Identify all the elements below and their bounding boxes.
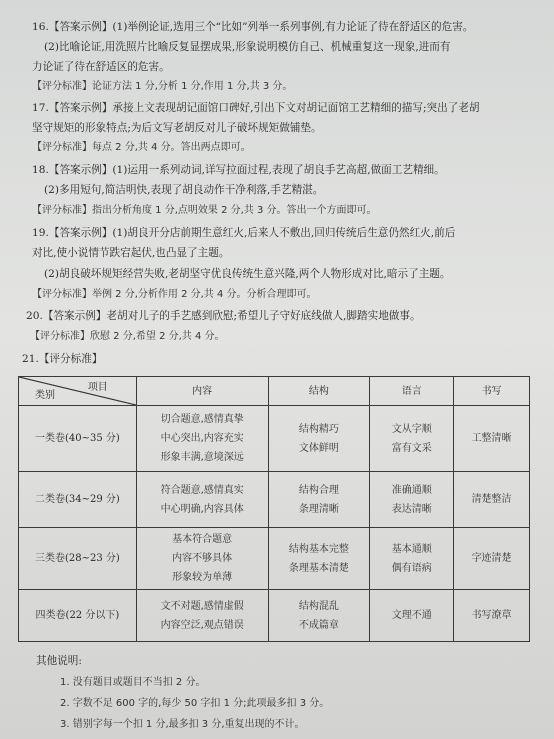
header-category-label: 类别 <box>35 390 55 401</box>
writing-cell <box>454 528 530 590</box>
q18-scoring: 【评分标准】指出分析角度 1 分,点明效果 2 分,共 3 分。答出一个方面即可。 <box>32 205 377 216</box>
cell-text: 条理清晰 <box>298 503 339 515</box>
q17-scoring: 【评分标准】每点 2 分,共 4 分。答出两点即可。 <box>32 142 251 153</box>
structure-cell <box>268 590 370 642</box>
q19-answer-part2: (2)胡良破坏规矩经营失败,老胡坚守优良传统生意兴隆,两个人物形成对比,暗示了主题。 <box>44 268 451 280</box>
table-header-row <box>19 377 530 406</box>
cell-text: 符合题意,感情真实 <box>160 484 244 496</box>
cell-text: 文不对题,感情虚假 <box>160 600 244 612</box>
cell-text: 偶有语病 <box>391 562 432 574</box>
q21-heading: 21.【评分标准】 <box>22 353 103 365</box>
category-cell: 二类卷(34~29 分) <box>19 472 137 528</box>
structure-cell <box>268 472 370 528</box>
q18-answer-part2: (2)多用短句,简洁明快,表现了胡良动作干净利落,手艺精湛。 <box>44 184 324 196</box>
note-item: 1. 没有题目或题目不当扣 2 分。 <box>60 677 206 688</box>
content-cell <box>136 472 268 528</box>
language-cell <box>370 528 454 590</box>
language-cell <box>370 590 454 642</box>
cell-text: 内容不够具体 <box>172 553 233 564</box>
cell-text: 表达清晰 <box>391 503 432 515</box>
q20-scoring: 【评分标准】欣慰 2 分,希望 2 分,共 4 分。 <box>30 331 225 342</box>
note-item: 2. 字数不足 600 字的,每少 50 字扣 1 分;此项最多扣 3 分。 <box>60 698 330 709</box>
q16-answer-part2: (2)比喻论证,用洗照片比喻反复显摆成果,形象说明模仿自己、机械重复这一现象,进而有 <box>44 41 451 53</box>
other-notes-title: 其他说明: <box>36 655 82 667</box>
q19-answer-cont: 对比,使小说情节跌宕起伏,也凸显了主题。 <box>32 247 230 259</box>
content-cell <box>136 528 268 590</box>
cell-text: 基本符合题意 <box>172 534 233 545</box>
cell-text: 书写潦草 <box>471 610 512 621</box>
grading-table <box>18 376 530 642</box>
q17-answer-cont: 坚守规矩的形象特点;为后文写老胡反对儿子破坏规矩做铺垫。 <box>32 122 322 134</box>
cell-text: 基本通顺 <box>391 543 432 555</box>
cell-text: 工整清晰 <box>471 433 512 444</box>
q20-answer: 20.【答案示例】老胡对儿子的手艺感到欣慰;希望儿子守好底线做人,脚踏实地做事。 <box>26 310 421 322</box>
cell-text: 结构混乱 <box>298 600 339 612</box>
cell-text: 条理基本清楚 <box>288 562 349 574</box>
cell-text: 字迹清楚 <box>471 553 512 564</box>
cell-text: 准确通顺 <box>391 484 432 496</box>
category-cell: 三类卷(28~23 分) <box>19 528 137 590</box>
column-header-writing: 书写 <box>454 377 530 406</box>
writing-cell <box>454 472 530 528</box>
q19-answer: 19.【答案示例】(1)胡良开分店前期生意红火,后来人不敷出,回归传统后生意仍然红火,前后 <box>32 227 456 239</box>
cell-text: 结构合理 <box>298 484 339 496</box>
cell-text: 形象较为单薄 <box>172 572 233 583</box>
column-header-content: 内容 <box>136 377 268 406</box>
table-row <box>19 590 530 642</box>
diagonal-header <box>19 377 136 405</box>
q17-answer: 17.【答案示例】承接上文表现胡记面馆口碑好,引出下文对胡记面馆工艺精细的描写;突出了老胡 <box>32 102 480 114</box>
table-row <box>19 472 530 528</box>
table-row <box>19 528 530 590</box>
column-header-structure: 结构 <box>268 377 370 406</box>
q16-scoring: 【评分标准】论证方法 1 分,分析 1 分,作用 1 分,共 3 分。 <box>32 81 293 92</box>
structure-cell <box>268 528 370 590</box>
cell-text: 文从字顺 <box>391 423 432 435</box>
note-item: 3. 错别字每一个扣 1 分,最多扣 3 分,重复出现的不计。 <box>60 719 305 730</box>
column-header-language: 语言 <box>370 377 454 406</box>
content-cell <box>136 590 268 642</box>
cell-text: 结构精巧 <box>298 423 339 435</box>
cell-text: 富有文采 <box>391 442 432 454</box>
language-cell <box>370 472 454 528</box>
header-item-label: 项目 <box>87 382 108 393</box>
q16-answer-part2-cont: 力论证了待在舒适区的危害。 <box>32 61 170 73</box>
category-cell: 四类卷(22 分以下) <box>19 590 137 642</box>
cell-text: 中心明确,内容具体 <box>160 503 244 515</box>
q19-scoring: 【评分标准】举例 2 分,分析作用 2 分,共 4 分。分析合理即可。 <box>32 289 317 300</box>
cell-text: 内容空泛,观点错误 <box>160 619 244 631</box>
writing-cell <box>454 590 530 642</box>
cell-text: 中心突出,内容充实 <box>160 433 244 444</box>
cell-text: 结构基本完整 <box>288 543 349 555</box>
cell-text: 不成篇章 <box>298 619 339 631</box>
q16-answer: 16.【答案示例】(1)举例论证,选用三个“比如”列举一系列事例,有力论证了待在舒适区的危害。 <box>32 21 474 33</box>
cell-text: 切合题意,感情真挚 <box>160 414 244 425</box>
cell-text: 文理不通 <box>391 610 432 621</box>
category-cell: 一类卷(40~35 分) <box>19 406 137 472</box>
writing-cell <box>454 406 530 472</box>
language-cell <box>370 406 454 472</box>
table-row <box>19 406 530 472</box>
content-cell <box>136 406 268 472</box>
cell-text: 清楚整洁 <box>471 494 512 505</box>
cell-text: 形象丰满,意境深远 <box>160 452 244 463</box>
structure-cell <box>268 406 370 472</box>
q18-answer: 18.【答案示例】(1)运用一系列动词,详写拉面过程,表现了胡良手艺高超,做面工艺精细。 <box>32 164 445 176</box>
table-corner-cell <box>19 377 137 406</box>
cell-text: 文体鲜明 <box>298 442 339 454</box>
